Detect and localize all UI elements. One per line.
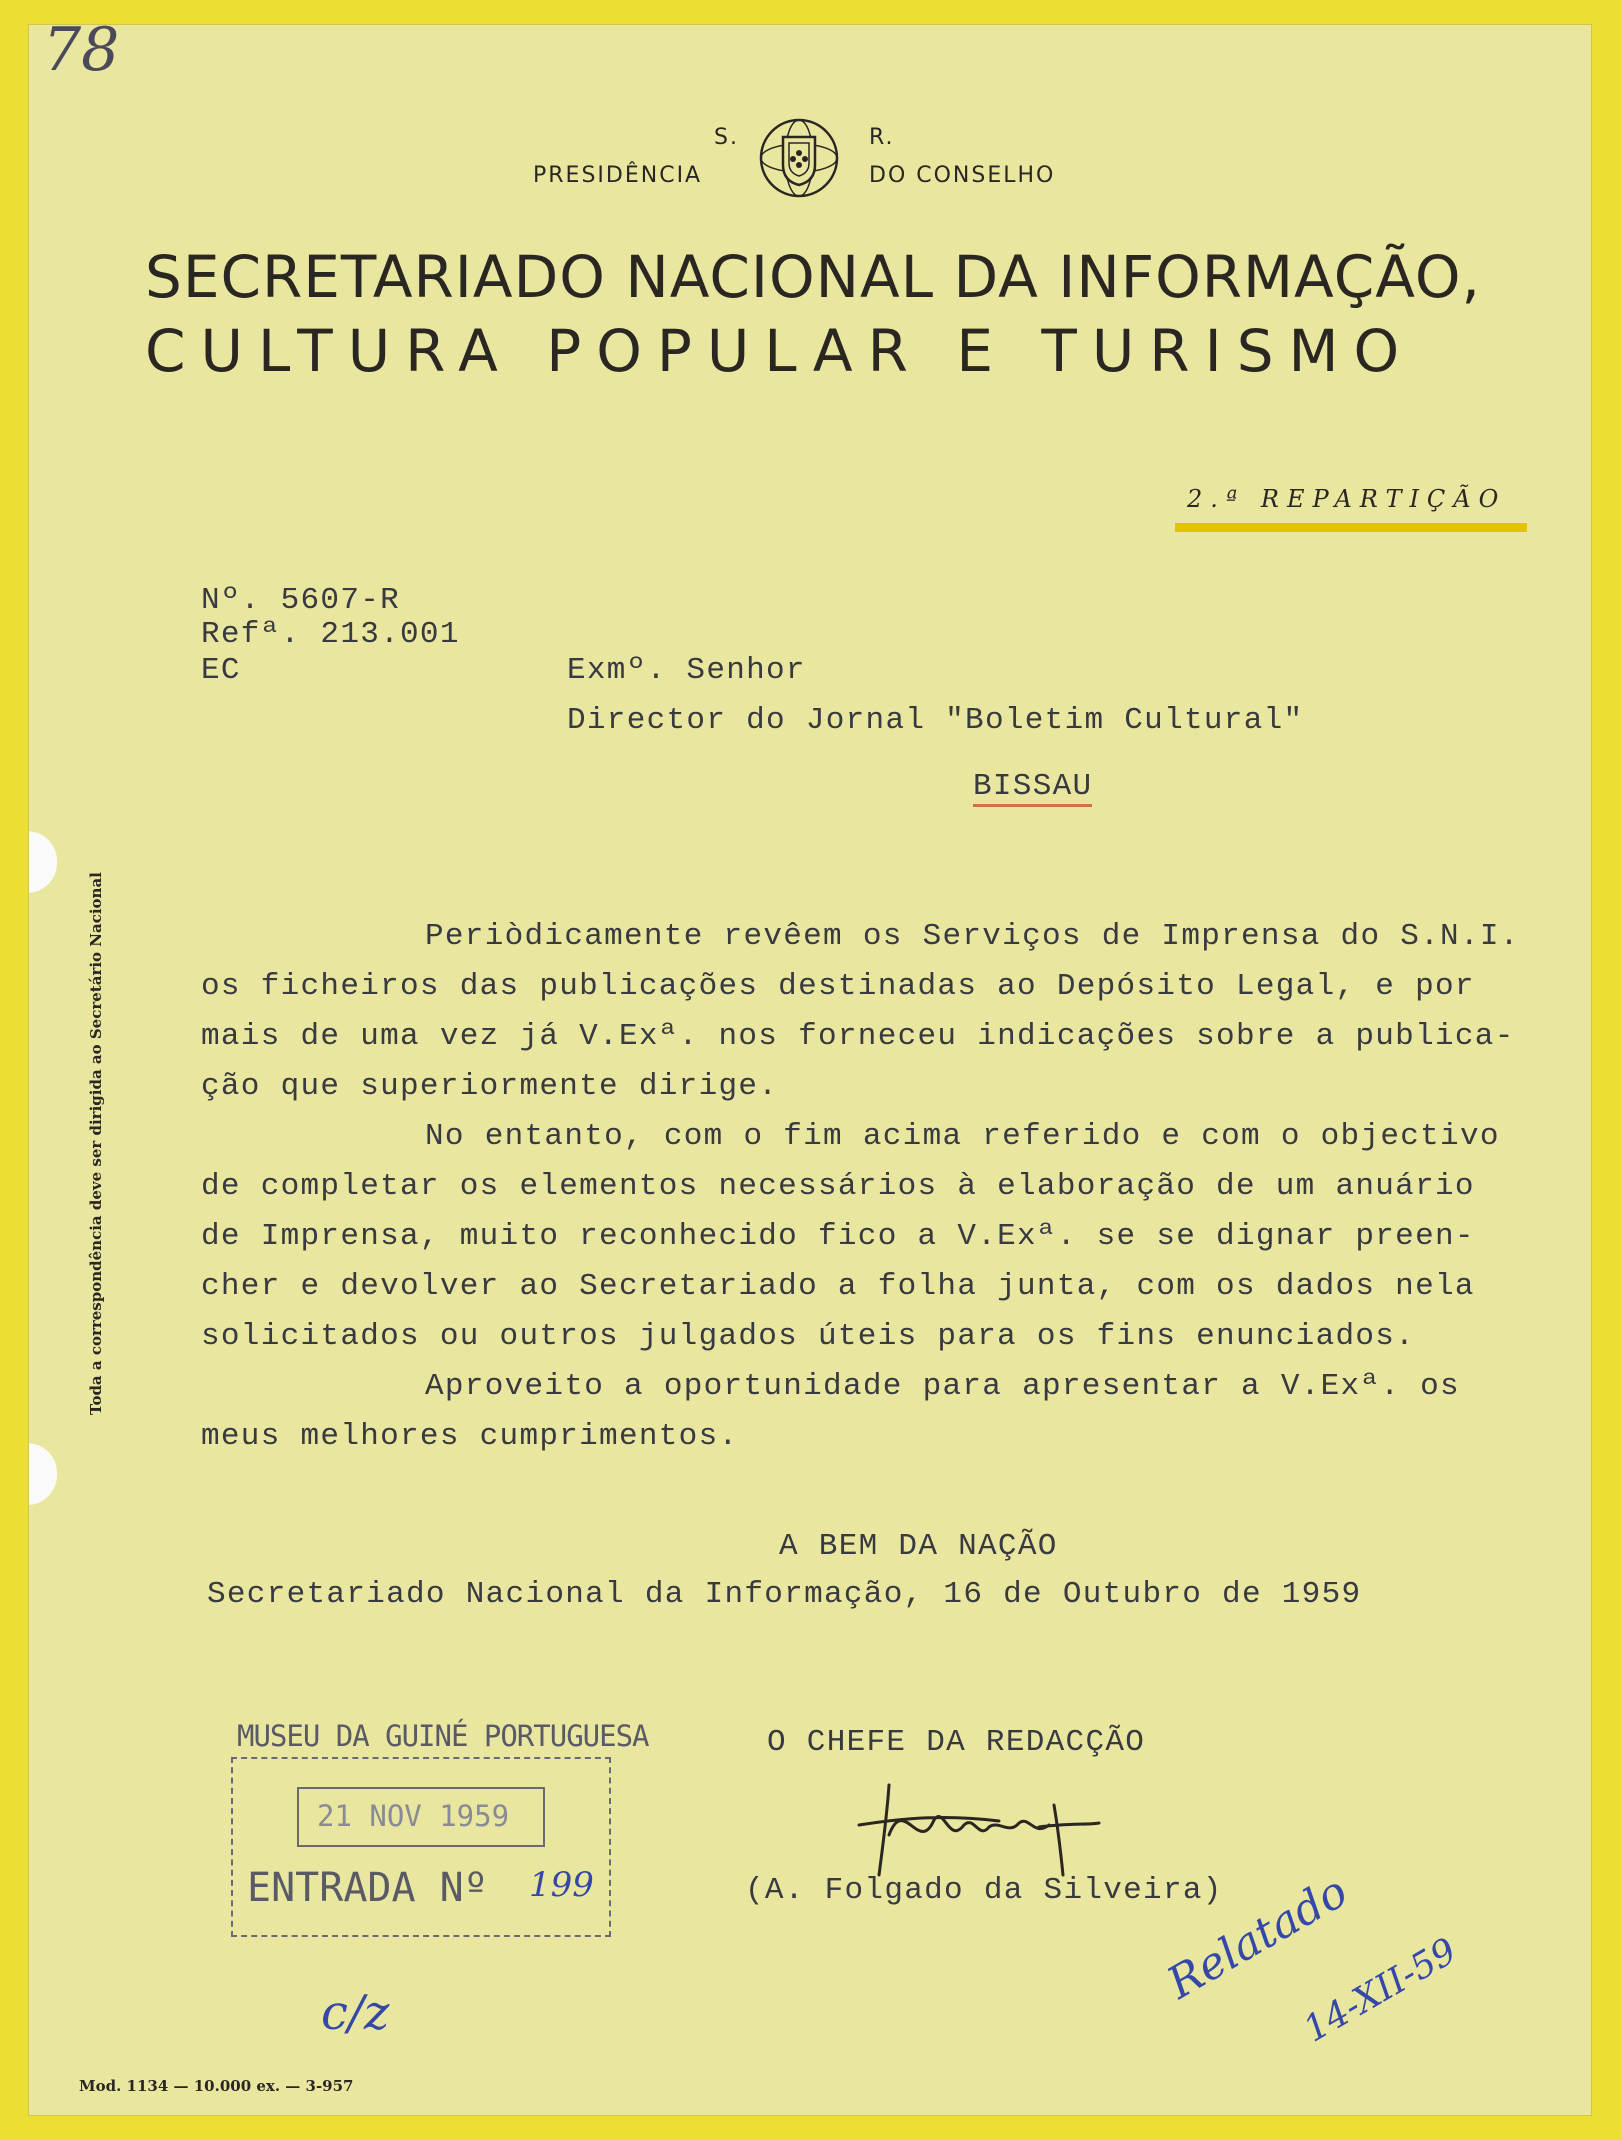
recipient-salutation: Exmº. Senhor — [567, 653, 806, 688]
body-line-8: cher e devolver ao Secretariado a folha junta, com os dados nela — [201, 1269, 1475, 1304]
body-line-7: de Imprensa, muito reconhecido fico a V.Exª. se se dignar preen- — [201, 1219, 1475, 1254]
punch-hole-bottom — [28, 1443, 57, 1505]
recipient-title: Director do Jornal "Boletim Cultural" — [567, 703, 1304, 738]
stamp-entry-number: 199 — [529, 1865, 594, 1905]
stamp-museum-name: MUSEU DA GUINÉ PORTUGUESA — [237, 1719, 649, 1753]
body-line-11: meus melhores cumprimentos. — [201, 1419, 739, 1454]
letterhead-title-line2: CULTURA POPULAR E TURISMO — [145, 317, 1415, 385]
form-code: Mod. 1134 — 10.000 ex. — 3-957 — [79, 2077, 354, 2095]
handwritten-cz: c/z — [321, 1985, 390, 2041]
reference-initials: EC — [201, 653, 241, 688]
body-line-6: de completar os elementos necessários à elaboração de um anuário — [201, 1169, 1475, 1204]
reparticao-label: 2.ª REPARTIÇÃO — [1187, 485, 1507, 513]
body-line-4: ção que superiormente dirige. — [201, 1069, 779, 1104]
letterhead-title-line1: SECRETARIADO NACIONAL DA INFORMAÇÃO, — [145, 243, 1481, 311]
coat-of-arms-icon — [749, 113, 849, 203]
reference-number: Nº. 5607-R — [201, 583, 401, 618]
do-conselho-label: DO CONSELHO — [869, 163, 1056, 188]
body-line-3: mais de uma vez já V.Exª. nos forneceu indicações sobre a publica- — [201, 1019, 1515, 1054]
closing-name: (A. Folgado da Silveira) — [745, 1873, 1223, 1908]
handwritten-annotation: Relatado — [1159, 1865, 1357, 2010]
museum-stamp — [229, 1717, 649, 1941]
body-line-9: solicitados ou outros julgados úteis para os fins enunciados. — [201, 1319, 1416, 1354]
reference-ref: Refª. 213.001 — [201, 617, 460, 652]
side-note: Toda a correspondência deve ser dirigida ao Secretário Nacional — [87, 872, 105, 1415]
signature — [849, 1765, 1149, 1885]
body-line-5: No entanto, com o fim acima referido e com o objectivo — [425, 1119, 1500, 1154]
punch-hole-top — [28, 831, 57, 893]
body-line-2: os ficheiros das publicações destinadas ao Depósito Legal, e por — [201, 969, 1475, 1004]
initial-r: R. — [869, 125, 895, 150]
stamp-date: 21 NOV 1959 — [317, 1799, 510, 1833]
closing-motto: A BEM DA NAÇÃO — [779, 1529, 1058, 1564]
initial-s: S. — [714, 125, 739, 150]
body-line-10: Aproveito a oportunidade para apresentar a V.Exª. os — [425, 1369, 1460, 1404]
presidencia-label: PRESIDÊNCIA — [533, 163, 703, 188]
recipient-city: BISSAU — [973, 769, 1092, 807]
reparticao-underline — [1175, 523, 1527, 532]
handwritten-annotation-date: 14-XII-59 — [1297, 1930, 1464, 2051]
corner-handwritten-number: 78 — [43, 24, 120, 85]
closing-role: O CHEFE DA REDACÇÃO — [767, 1725, 1146, 1760]
stamp-entry-label: ENTRADA Nº — [247, 1865, 488, 1911]
body-line-1: Periòdicamente revêem os Serviços de Imprensa do S.N.I. — [425, 919, 1520, 954]
letter-page — [28, 24, 1592, 2116]
closing-place-date: Secretariado Nacional da Informação, 16 de Outubro de 1959 — [207, 1577, 1362, 1612]
